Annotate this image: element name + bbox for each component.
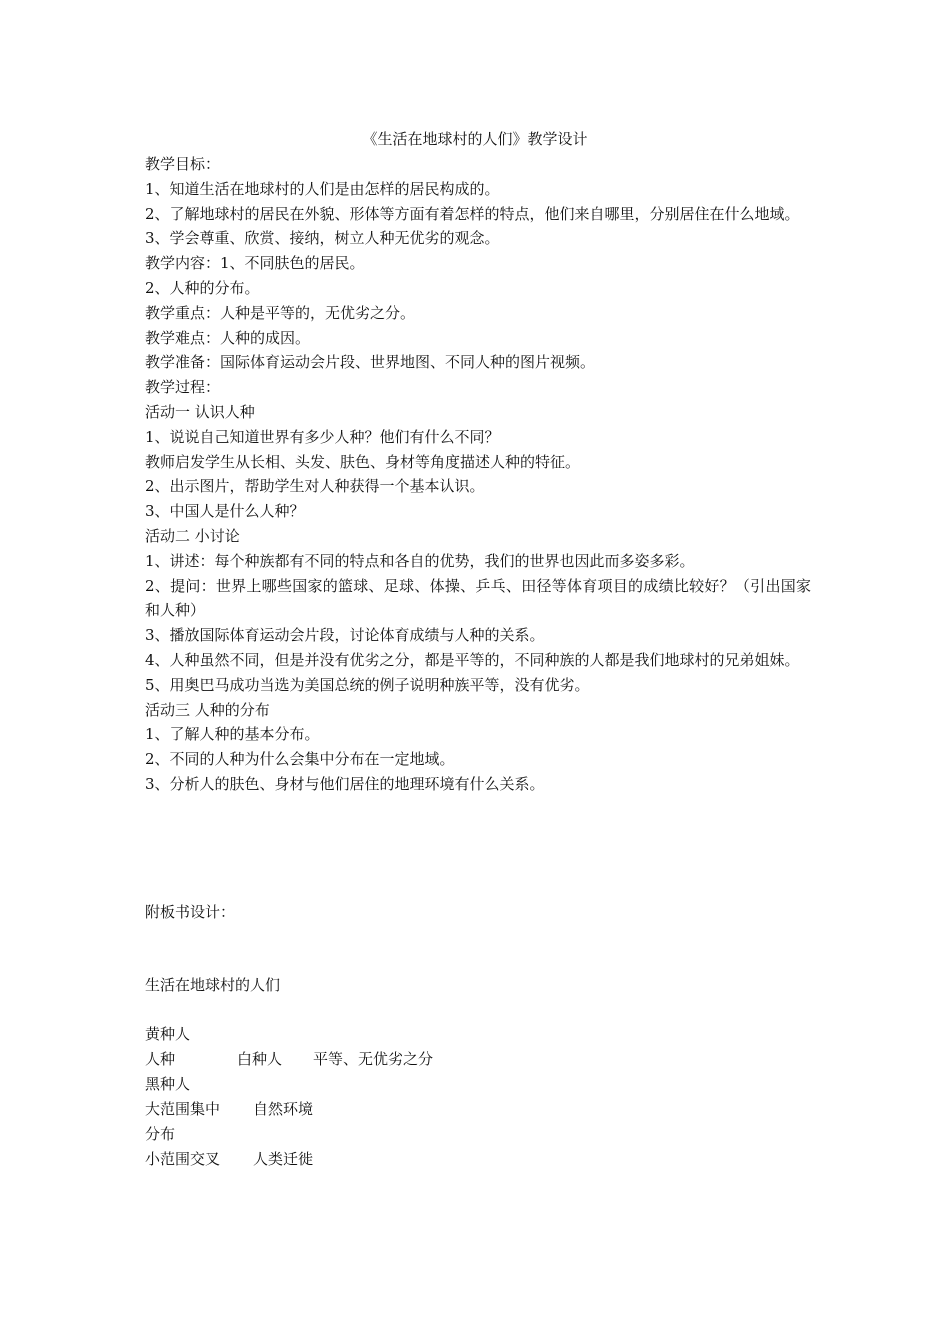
board-nature: 自然环境 (253, 1100, 314, 1118)
activity-step: 4、人种虽然不同，但是并没有优劣之分，都是平等的，不同种族的人都是我们地球村的兄弟姐妹。 (145, 650, 800, 669)
activity-step: 3、中国人是什么人种？ (145, 502, 305, 521)
activity-step: 1、了解人种的基本分布。 (145, 725, 320, 744)
difficult-point: 教学难点：人种的成因。 (145, 328, 311, 347)
board-yellow-race: 黄种人 (145, 1025, 191, 1043)
document-body (145, 152, 811, 797)
activity-step: 2、不同的人种为什么会集中分布在一定地域。 (145, 750, 455, 769)
blackboard-design (145, 900, 811, 1172)
board-black-race: 黑种人 (145, 1075, 191, 1093)
activity-step: 3、分析人的肤色、身材与他们居住的地理环境有什么关系。 (145, 774, 545, 793)
section-heading-process: 教学过程： (145, 378, 221, 397)
activity-step: 3、播放国际体育运动会片段，讨论体育成绩与人种的关系。 (145, 626, 545, 645)
key-point: 教学重点：人种是平等的，无优劣之分。 (145, 303, 416, 322)
board-race-row (145, 1047, 811, 1072)
board-white-race: 白种人 (237, 1050, 283, 1068)
board-migration: 人类迁徙 (253, 1150, 314, 1168)
board-concentrate-row (145, 1097, 811, 1122)
activity-step: 5、用奥巴马成功当选为美国总统的例子说明种族平等，没有优劣。 (145, 675, 590, 694)
activity-step: 教师启发学生从长相、头发、肤色、身材等角度描述人种的特征。 (145, 452, 581, 471)
board-distribution: 分布 (145, 1125, 176, 1143)
board-equal: 平等、无优劣之分 (313, 1050, 434, 1068)
document-title: 《生活在地球村的人们》教学设计 (362, 130, 588, 148)
objective-item: 2、了解地球村的居民在外貌、形体等方面有着怎样的特点，他们来自哪里，分别居住在什么地域。 (145, 204, 800, 223)
board-mix-row (145, 1147, 811, 1172)
activity-heading: 活动三 人种的分布 (145, 700, 270, 719)
activity-heading: 活动二 小讨论 (145, 526, 240, 545)
board-race-label: 人种 (145, 1050, 176, 1068)
objective-item: 3、学会尊重、欣赏、接纳，树立人种无优劣的观念。 (145, 229, 500, 248)
activity-step: 1、讲述：每个种族都有不同的特点和各自的优势，我们的世界也因此而多姿多彩。 (145, 551, 695, 570)
preparation: 教学准备：国际体育运动会片段、世界地图、不同人种的图片视频。 (145, 353, 596, 372)
section-heading-objectives: 教学目标： (145, 155, 221, 173)
activity-heading: 活动一 认识人种 (145, 402, 255, 421)
content-item: 教学内容：1、不同肤色的居民。 (145, 254, 365, 273)
board-concentrate: 大范围集中 (145, 1100, 221, 1118)
content-item: 2、人种的分布。 (145, 278, 260, 297)
board-heading: 附板书设计： (145, 903, 236, 921)
activity-step: 1、说说自己知道世界有多少人种？他们有什么不同？ (145, 427, 500, 446)
activity-step: 2、提问：世界上哪些国家的篮球、足球、体操、乒乓、田径等体育项目的成绩比较好？（引出国家和人种） (145, 576, 811, 620)
activity-step: 2、出示图片，帮助学生对人种获得一个基本认识。 (145, 477, 485, 496)
objective-item: 1、知道生活在地球村的人们是由怎样的居民构成的。 (145, 179, 500, 198)
board-subtitle: 生活在地球村的人们 (145, 976, 281, 994)
board-mix: 小范围交叉 (145, 1150, 221, 1168)
